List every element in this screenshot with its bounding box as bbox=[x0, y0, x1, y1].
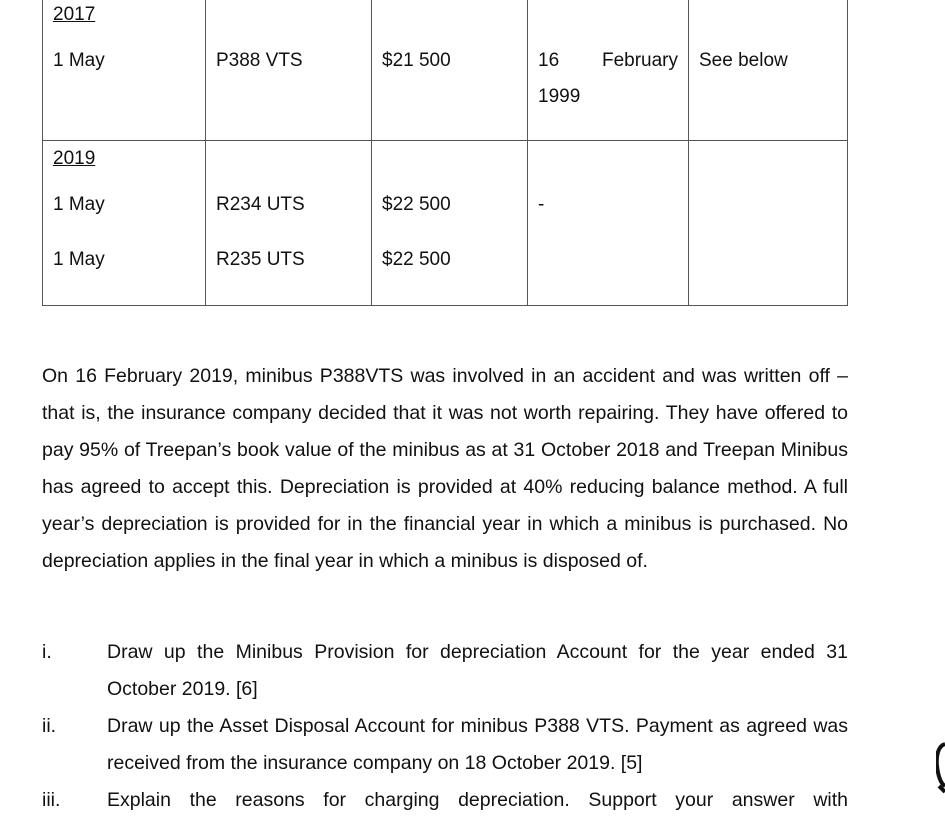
disposal-dash: - bbox=[538, 194, 545, 215]
question-item bbox=[42, 634, 848, 708]
year-heading: 2019 bbox=[53, 148, 96, 169]
question-number: ii. bbox=[42, 715, 57, 737]
purchase-date: 1 May bbox=[53, 194, 105, 215]
disposal-month: February bbox=[601, 50, 678, 71]
question-text: Explain the reasons for charging depreciation. Support your answer with bbox=[107, 789, 848, 811]
disposal-year: 1999 bbox=[538, 86, 581, 107]
date-cell bbox=[43, 0, 206, 141]
disposal-date-cell bbox=[528, 141, 689, 306]
table-row bbox=[43, 0, 848, 141]
question-number: iii. bbox=[42, 789, 61, 811]
minibus-table bbox=[42, 0, 848, 306]
question-text: Draw up the Minibus Provision for depreciation Account for the year ended 31 October 2019. [6] bbox=[107, 641, 848, 700]
question-item bbox=[42, 782, 848, 819]
question-text: Draw up the Asset Disposal Account for minibus P388 VTS. Payment as agreed was received from the insurance company on 18 October 2019. [5] bbox=[107, 715, 848, 774]
notes: See below bbox=[699, 50, 788, 71]
purchase-date: 1 May bbox=[53, 50, 105, 71]
cost-cell bbox=[372, 141, 528, 306]
table-row bbox=[43, 141, 848, 306]
disposal-date-cell bbox=[528, 0, 689, 141]
disposal-day: 16 bbox=[538, 50, 560, 71]
cost: $22 500 bbox=[382, 249, 451, 270]
edge-glyph-fragment bbox=[936, 740, 945, 796]
purchase-date: 1 May bbox=[53, 249, 105, 270]
registration-cell bbox=[206, 0, 372, 141]
year-heading: 2017 bbox=[53, 4, 96, 25]
question-list bbox=[42, 634, 848, 819]
date-cell bbox=[43, 141, 206, 306]
cost: $21 500 bbox=[382, 50, 451, 71]
question-item bbox=[42, 708, 848, 782]
cost-cell bbox=[372, 0, 528, 141]
registration: R235 UTS bbox=[216, 249, 305, 270]
registration: R234 UTS bbox=[216, 194, 305, 215]
registration-cell bbox=[206, 141, 372, 306]
question-number: i. bbox=[42, 641, 52, 663]
notes-cell bbox=[689, 0, 848, 141]
notes-cell bbox=[689, 141, 848, 306]
registration: P388 VTS bbox=[216, 50, 303, 71]
case-paragraph: On 16 February 2019, minibus P388VTS was involved in an accident and was written off – that is, the insurance company decided that it was not worth repairing. They have offered to pay 95% of Treepan’s book value of the minibus as at 31 October 2018 and Treepan Minibus has agreed to accept this. Depreciation is provided at 40% reducing balance method. A full year’s depreciation is provided for in the financial year in which a minibus is purchased. No depreciation applies in the final year in which a minibus is disposed of. bbox=[42, 365, 848, 572]
cost: $22 500 bbox=[382, 194, 451, 215]
